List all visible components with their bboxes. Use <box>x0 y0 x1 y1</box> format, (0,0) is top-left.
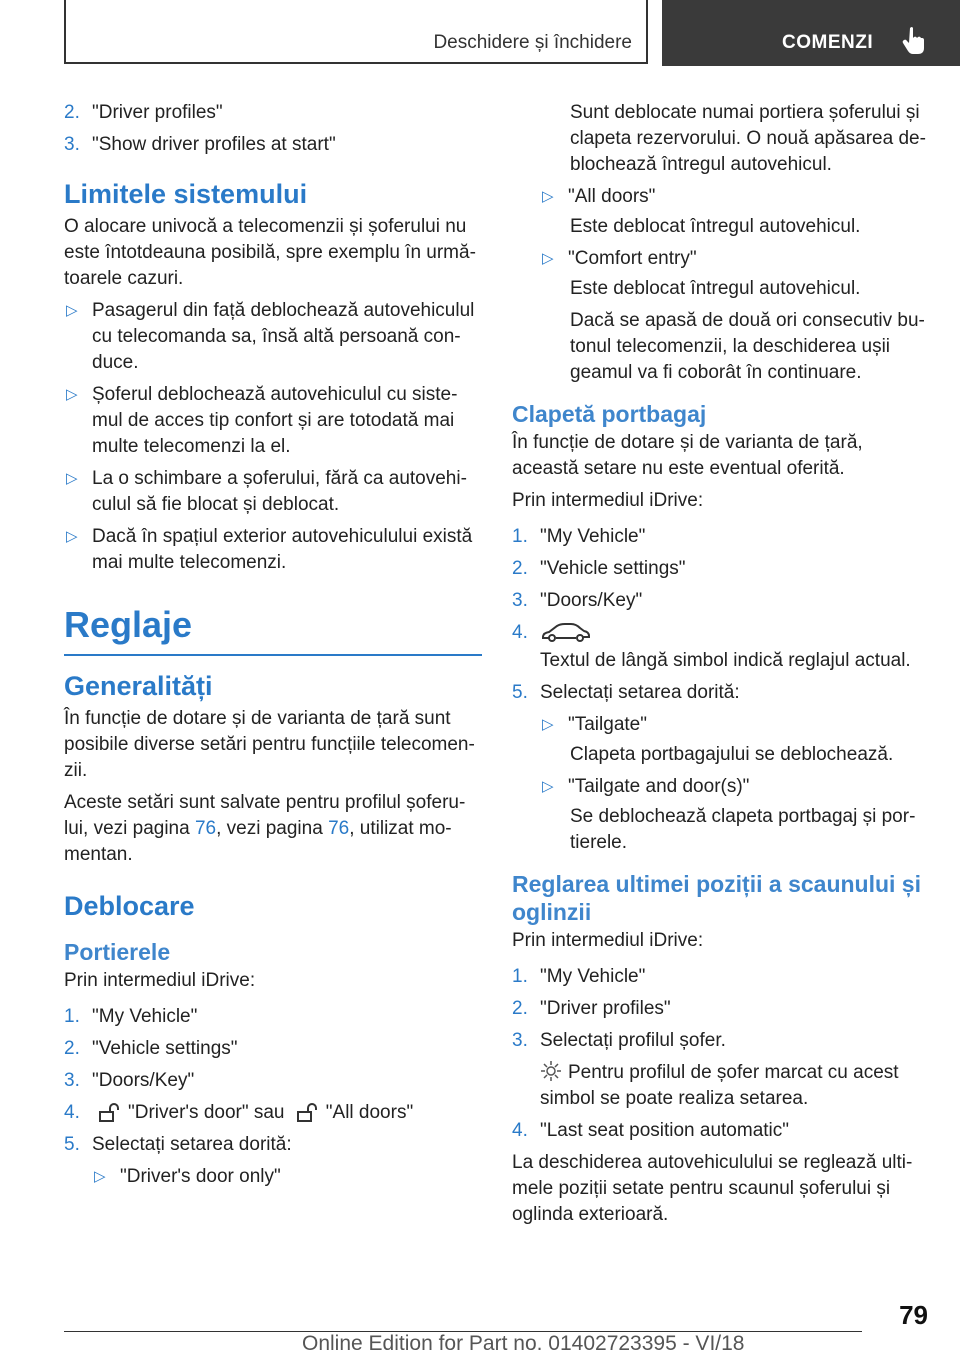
list-number: 1. <box>512 526 528 547</box>
sub-list <box>540 712 932 856</box>
list-text: Selectați setarea dorită: <box>92 1134 292 1155</box>
bullet-text: Dacă în spațiul exterior autovehiculului există mai multe telecomenzi. <box>92 526 473 573</box>
list-item <box>64 1036 482 1062</box>
paragraph: Textul de lângă simbol indică reglajul actual. <box>540 650 911 671</box>
triangle-bullet-icon: ▷ <box>542 250 554 267</box>
list-item <box>512 1118 932 1144</box>
list-text: "Doors/Key" <box>540 590 643 611</box>
list-text: "Show driver profiles at start" <box>92 134 336 155</box>
heading-rule <box>64 654 482 656</box>
list-item <box>64 100 482 126</box>
list-text: "All doors" <box>325 1102 414 1123</box>
heading-deblocare: Deblocare <box>64 891 195 921</box>
list-number: 5. <box>64 1134 80 1155</box>
list-text: "Driver profiles" <box>540 998 671 1019</box>
paragraph <box>540 1060 932 1112</box>
heading-generalitati: Generalități <box>64 671 213 701</box>
list-item <box>512 680 932 706</box>
paragraph: O alocare univocă a telecomenzii și șoferului nu este întotdeauna posibilă, spre exemplu în urmă-toarele cazuri. <box>64 216 476 289</box>
paragraph: În funcție de dotare și de varianta de țară, această setare nu este eventual oferită. <box>512 432 863 479</box>
paragraph: Clapeta portbagajului se deblochează. <box>570 744 894 765</box>
list-item <box>64 1100 482 1126</box>
unlock-icon <box>98 1103 120 1123</box>
left-column <box>64 100 482 1194</box>
page-header <box>0 0 960 66</box>
triangle-bullet-icon: ▷ <box>94 1168 106 1185</box>
list-text: "Vehicle settings" <box>540 558 686 579</box>
chapter-tab <box>662 0 960 66</box>
sub-block <box>570 100 932 178</box>
bullet-text: Pasagerul din față deblochează autovehiculul cu telecomanda sa, însă altă persoană con-duce. <box>92 300 475 373</box>
paragraph: Este deblocat întregul autovehicul. <box>570 278 861 299</box>
heading-reglaje: Reglaje <box>64 604 193 645</box>
list-text: "Driver profiles" <box>92 102 223 123</box>
heading-reglarea: Reglarea ultimei poziții a scaunului și oglinzii <box>512 871 921 925</box>
list-item <box>512 996 932 1022</box>
paragraph: Prin intermediul iDrive: <box>64 970 256 991</box>
bullet-item <box>540 712 932 738</box>
paragraph-text: Pentru profilul de șofer marcat cu acest simbol se poate realiza setarea. <box>540 1062 899 1109</box>
list-item <box>512 524 932 550</box>
text: Aceste setări sunt salvate pentru profilul șoferu-lui, vezi pagina <box>64 792 466 839</box>
bullet-text: La o schimbare a șoferului, fără ca autovehi-culul să fie blocat și deblocat. <box>92 468 467 515</box>
paragraph: Prin intermediul iDrive: <box>512 490 704 511</box>
paragraph: Se deblochează clapeta portbagaj și por-tierele. <box>570 806 916 853</box>
bullet-item <box>540 246 932 272</box>
list-number: 1. <box>512 966 528 987</box>
list-item <box>512 620 932 646</box>
sub-list <box>540 184 932 386</box>
list-item <box>64 132 482 158</box>
list-text: "Doors/Key" <box>92 1070 195 1091</box>
list-item <box>512 588 932 614</box>
gear-icon <box>540 1060 562 1082</box>
list-number: 3. <box>512 1030 528 1051</box>
list-number: 4. <box>512 1120 528 1141</box>
bullet-item <box>64 298 482 376</box>
triangle-bullet-icon: ▷ <box>66 470 78 487</box>
triangle-bullet-icon: ▷ <box>66 528 78 545</box>
paragraph: Dacă se apasă de două ori consecutiv bu-tonul telecomenzii, la deschiderea ușii geamul va fi coborât în continuare. <box>570 310 925 383</box>
text: , vezi pagina <box>216 818 329 839</box>
chapter-title: COMENZI <box>782 32 874 53</box>
car-icon <box>540 622 592 644</box>
list-item <box>64 1004 482 1030</box>
bullet-item <box>92 1164 482 1190</box>
list-number: 1. <box>64 1006 80 1027</box>
list-number: 5. <box>512 682 528 703</box>
list-item <box>512 1028 932 1054</box>
list-number: 2. <box>512 558 528 579</box>
heading-clapeta: Clapetă portbagaj <box>512 401 707 427</box>
list-text: "My Vehicle" <box>92 1006 198 1027</box>
list-text: "Last seat position automatic" <box>540 1120 790 1141</box>
unlock-icon <box>296 1103 318 1123</box>
bullet-item <box>540 774 932 800</box>
bullet-text: "Tailgate" <box>568 714 647 735</box>
bullet-item <box>64 466 482 518</box>
hand-pointer-icon <box>902 26 926 54</box>
list-number: 4. <box>512 622 528 643</box>
list-item <box>64 1132 482 1158</box>
list-text: Selectați setarea dorită: <box>540 682 740 703</box>
list-number: 3. <box>512 590 528 611</box>
triangle-bullet-icon: ▷ <box>542 716 554 733</box>
bullet-text: Șoferul deblochează autovehiculul cu siste-mul de acces tip confort și are totodată mai multe telecomenzi la el. <box>92 384 458 457</box>
sub-list <box>92 1164 482 1190</box>
list-text: "Vehicle settings" <box>92 1038 238 1059</box>
section-tab <box>64 0 648 64</box>
list-item <box>64 1068 482 1094</box>
paragraph: Sunt deblocate numai portiera șoferului și clapeta rezervorului. O nouă apăsarea de-blochează întregul autovehicul. <box>570 102 926 175</box>
footer-edition: Online Edition for Part no. 01402723395 - VI/18 <box>302 1332 745 1355</box>
list-number: 2. <box>64 102 80 123</box>
bullet-text: "Driver's door only" <box>120 1166 281 1187</box>
paragraph <box>64 790 482 868</box>
triangle-bullet-icon: ▷ <box>542 188 554 205</box>
text: , utilizat mo-mentan. <box>64 818 452 865</box>
list-number: 3. <box>64 134 80 155</box>
list-number: 2. <box>64 1038 80 1059</box>
triangle-bullet-icon: ▷ <box>542 778 554 795</box>
paragraph: Este deblocat întregul autovehicul. <box>570 216 861 237</box>
list-text: "My Vehicle" <box>540 526 646 547</box>
list-number: 4. <box>64 1102 80 1123</box>
list-item <box>512 556 932 582</box>
list-text: "My Vehicle" <box>540 966 646 987</box>
page-number: 79 <box>899 1300 928 1330</box>
paragraph: Prin intermediul iDrive: <box>512 930 704 951</box>
page-link[interactable]: 76 <box>328 818 350 839</box>
page-link[interactable]: 76 <box>194 818 217 839</box>
paragraph: La deschiderea autovehiculului se reglează ulti-mele poziții setate pentru scaunul șoferului și oglinda exterioară. <box>512 1152 913 1225</box>
triangle-bullet-icon: ▷ <box>66 386 78 403</box>
list-item <box>512 964 932 990</box>
list-text: Selectați profilul șofer. <box>540 1030 726 1051</box>
section-title: Deschidere și închidere <box>433 32 632 53</box>
triangle-bullet-icon: ▷ <box>66 302 78 319</box>
heading-portierele: Portierele <box>64 939 171 965</box>
list-text: "Driver's door" sau <box>128 1102 285 1123</box>
bullet-text: "Tailgate and door(s)" <box>568 776 750 797</box>
paragraph: În funcție de dotare și de varianta de țară sunt posibile diverse setări pentru funcțiile telecomen-zii. <box>64 708 475 781</box>
bullet-text: "Comfort entry" <box>568 248 697 269</box>
bullet-text: "All doors" <box>568 186 656 207</box>
bullet-item <box>64 524 482 576</box>
right-column <box>512 100 932 1234</box>
list-number: 3. <box>64 1070 80 1091</box>
heading-limite: Limitele sistemului <box>64 179 308 209</box>
bullet-item <box>64 382 482 460</box>
list-number: 2. <box>512 998 528 1019</box>
bullet-item <box>540 184 932 210</box>
